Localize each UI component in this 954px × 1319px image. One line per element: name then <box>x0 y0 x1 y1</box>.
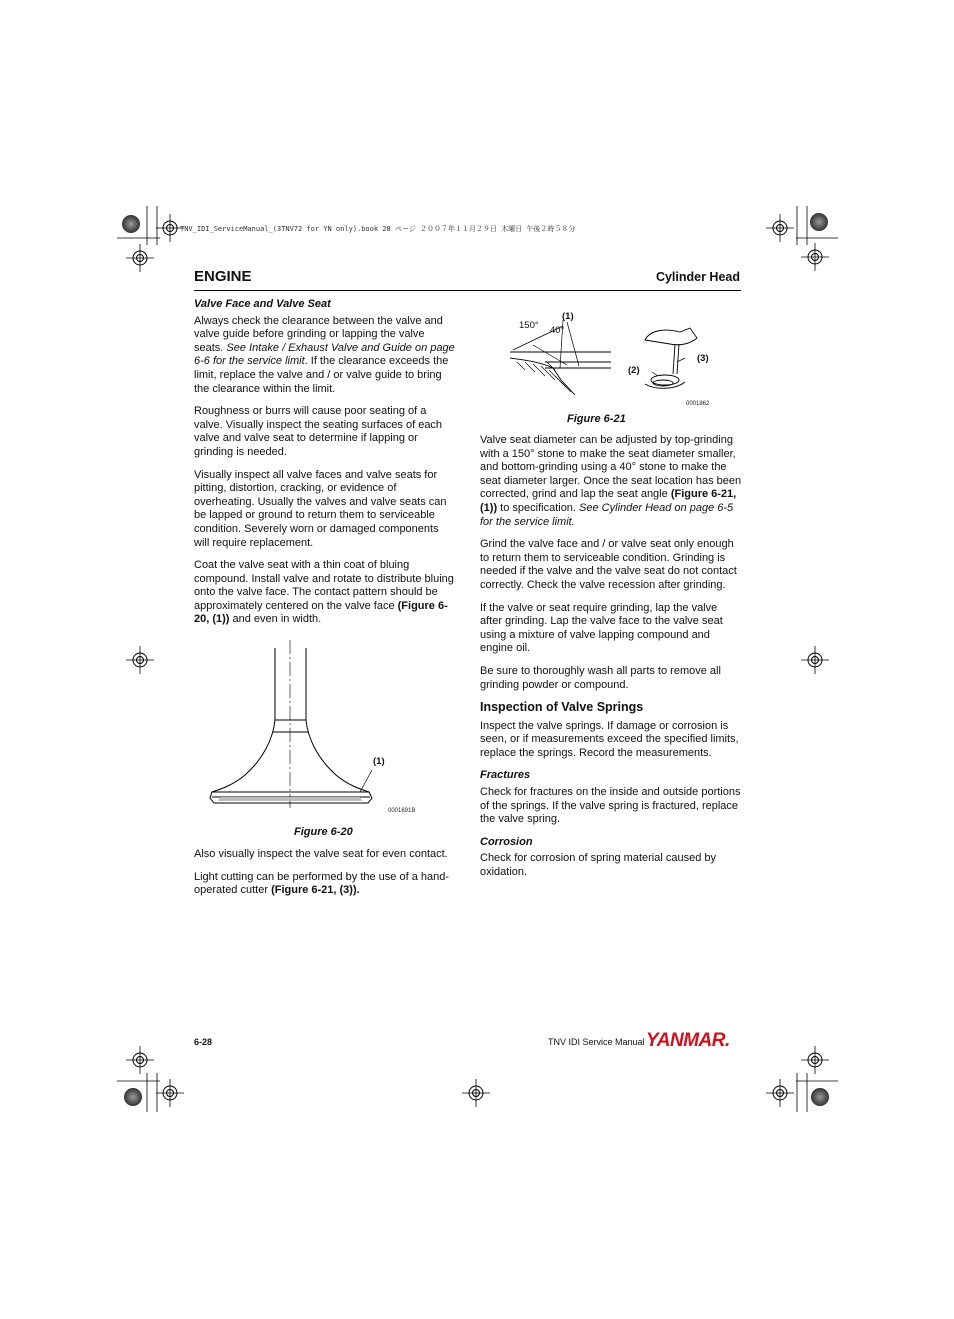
paragraph: Inspect the valve springs. If damage or corrosion is seen, or if measurements exceed the specified limits, replace the springs. Record the measurements. <box>480 719 739 759</box>
topic-title: Cylinder Head <box>655 270 740 284</box>
paragraph: Be sure to thoroughly wash all parts to remove all grinding powder or compound. <box>480 664 721 691</box>
fig21-callout-2: (2) <box>628 365 640 376</box>
paragraph: Always check the clearance between the valve and valve guide before grinding or lapping the valve seats. See Intake / Exhaust Valve and Guide on page 6-6 for the service limit. If the clearance exceeds the limit, replace the valve and / or valve guide to bring the clearance within the limit. <box>194 314 455 395</box>
section-heading-valve-springs: Inspection of Valve Springs <box>480 700 644 715</box>
paragraph: Check for corrosion of spring material caused by oxidation. <box>480 852 716 879</box>
paragraph: Coat the valve seat with a thin coat of bluing compound. Install valve and rotate to distribute bluing onto the valve face. The contact pattern should be approximately centered on the valve face (Figure 6-20, (1)) and even in width. <box>194 559 454 626</box>
paragraph: Light cutting can be performed by the use of a hand-operated cutter (Figure 6-21, (3)). <box>194 870 449 897</box>
left-column-lower <box>194 848 456 907</box>
subheading-fractures: Fractures <box>480 769 531 782</box>
left-column <box>194 298 456 636</box>
paragraph: Visually inspect all valve faces and valve seats for pitting, distortion, cracking, or evidence of overheating. Usually the valves and valve seats can be lapped or ground to return them to serviceable condition. Severely worn or damaged components will require replacement. <box>194 468 447 549</box>
yanmar-logo: YANMAR. <box>646 1030 730 1051</box>
paragraph: Valve seat diameter can be adjusted by top-grinding with a 150° stone to make the seat diameter smaller, and bottom-grinding using a 40° stone to make the seat diameter larger. Once the seat location has been corrected, grind and lap the seat angle (Figure 6-21, (1)) to specification. See Cylinder Head on page 6-5 for the service limit. <box>480 434 742 528</box>
angle-150-label: 150° <box>519 320 539 331</box>
paragraph: If the valve or seat require grinding, lap the valve after grinding. Lap the valve face to the valve seat using a mixture of valve lapping compound and engine oil. <box>480 601 723 655</box>
header-rule <box>194 290 741 291</box>
right-column <box>480 434 742 889</box>
paragraph: Grind the valve face and / or valve seat only enough to return them to serviceable condition. Grinding is needed if the valve and the valve seat do not contact correctly. Check the valve recession after grinding. <box>480 538 737 591</box>
page-number: 6-28 <box>194 1037 213 1047</box>
section-title: ENGINE <box>194 268 252 285</box>
fig21-code: 0001862 <box>686 401 710 407</box>
fig21-callout-3: (3) <box>697 353 709 364</box>
fig21-callout-1: (1) <box>562 311 574 322</box>
print-slug: TNV_IDI_ServiceManual_(3TNV72 for YN only).book 28 ページ ２００７年１１月２９日 木曜日 午後２時５８分 <box>180 225 576 233</box>
angle-40-label: 40° <box>550 325 565 336</box>
paragraph: Check for fractures on the inside and outside portions of the springs. If the valve spring is fractured, replace the valve spring. <box>480 786 741 826</box>
paragraph: Also visually inspect the valve seat for even contact. <box>194 848 448 860</box>
subheading-valve-face: Valve Face and Valve Seat <box>194 298 331 310</box>
figure-6-21-caption: Figure 6-21 <box>567 413 626 425</box>
figure-6-20-caption: Figure 6-20 <box>294 826 353 838</box>
paragraph: Roughness or burrs will cause poor seating of a valve. Visually inspect the seating surfaces of each valve and valve seat to determine if lapping or grinding is needed. <box>194 405 443 458</box>
fig20-code: 0001691B <box>388 808 416 814</box>
subheading-corrosion: Corrosion <box>480 835 533 848</box>
manual-title: TNV IDI Service Manual <box>548 1037 645 1047</box>
fig20-callout: (1) <box>373 756 385 767</box>
valve-figure <box>200 640 430 820</box>
